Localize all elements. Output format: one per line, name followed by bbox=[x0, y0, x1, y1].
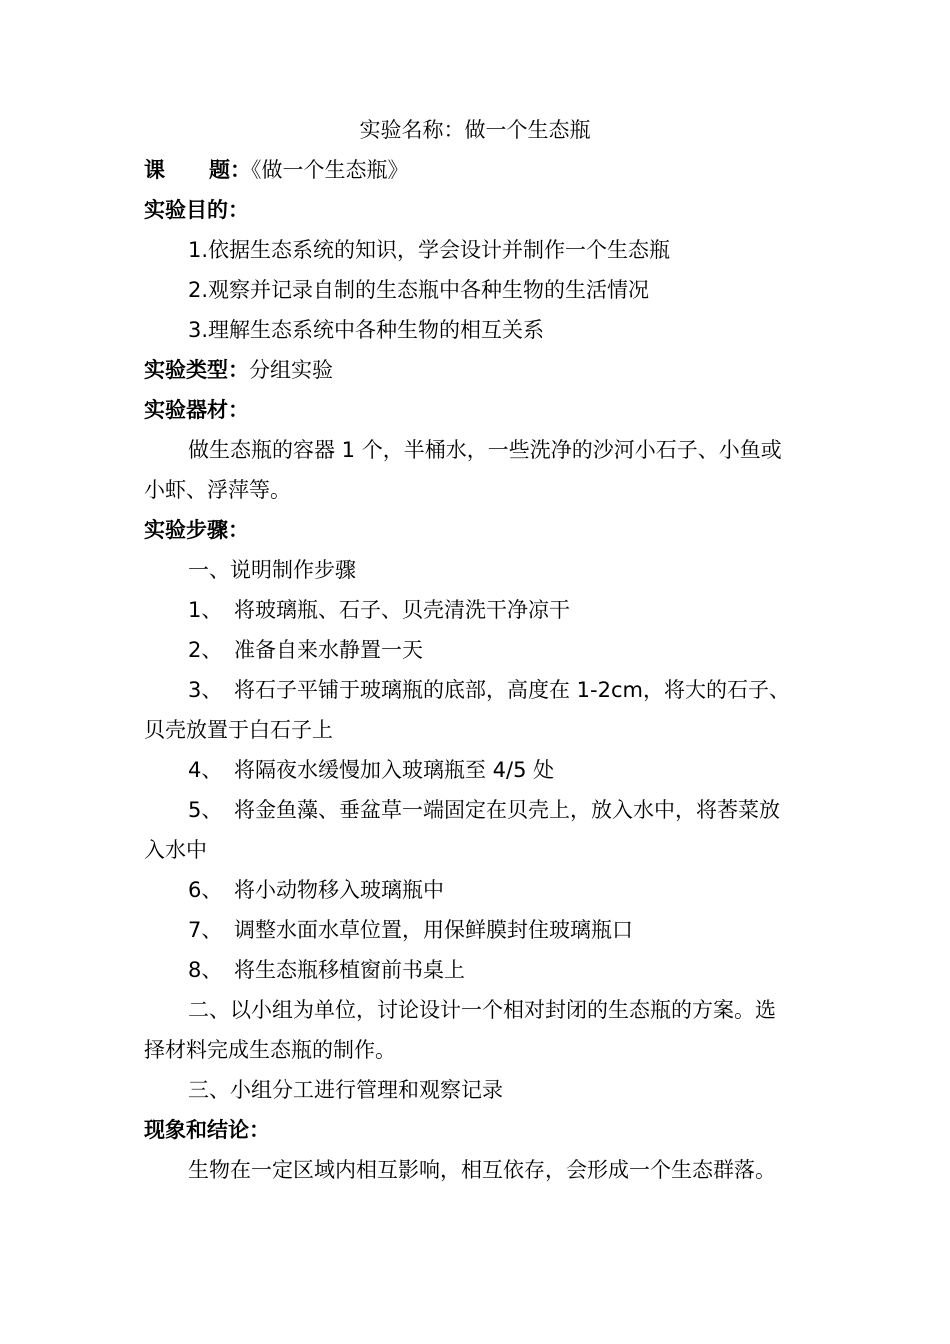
steps-section-1: 一、说明制作步骤 bbox=[188, 558, 356, 582]
step-number: 1、 bbox=[188, 598, 223, 622]
step-number: 3、 bbox=[188, 678, 223, 702]
type-label: 实验类型： bbox=[144, 358, 249, 382]
step-item bbox=[188, 630, 814, 670]
purpose-item-2: 2.观察并记录自制的生态瓶中各种生物的生活情况 bbox=[188, 278, 650, 302]
step-text: 将小动物移入玻璃瓶中 bbox=[234, 878, 444, 902]
step-number: 4、 bbox=[188, 758, 223, 782]
steps-section-2-line-2: 择材料完成生态瓶的制作。 bbox=[144, 1038, 396, 1062]
page-title: 实验名称：做一个生态瓶 bbox=[359, 118, 591, 142]
topic-row bbox=[144, 150, 814, 190]
type-value: 分组实验 bbox=[249, 358, 333, 382]
topic-value: 《做一个生态瓶》 bbox=[251, 158, 409, 182]
step-text: 准备自来水静置一天 bbox=[234, 638, 423, 662]
step-number: 2、 bbox=[188, 638, 223, 662]
steps-label: 实验步骤： bbox=[144, 518, 249, 542]
conclusion-label: 现象和结论： bbox=[144, 1118, 270, 1142]
step-number: 8、 bbox=[188, 958, 223, 982]
type-row bbox=[144, 350, 814, 390]
steps-section-3: 三、小组分工进行管理和观察记录 bbox=[188, 1078, 503, 1102]
purpose-item-1: 1.依据生态系统的知识，学会设计并制作一个生态瓶 bbox=[188, 238, 671, 262]
materials-line-1: 做生态瓶的容器 1 个，半桶水，一些洗净的沙河小石子、小鱼或 bbox=[188, 438, 782, 462]
step-item bbox=[188, 950, 814, 990]
step-item bbox=[188, 790, 814, 830]
step-text: 将金鱼藻、垂盆草一端固定在贝壳上，放入水中，将莕菜放 bbox=[234, 798, 780, 822]
step-text: 将石子平铺于玻璃瓶的底部，高度在 1-2cm，将大的石子、 bbox=[234, 678, 790, 702]
step-item bbox=[188, 670, 814, 710]
materials-label: 实验器材： bbox=[144, 398, 249, 422]
topic-label-b: 题： bbox=[209, 158, 251, 182]
step-number: 7、 bbox=[188, 918, 223, 942]
step-continuation: 入水中 bbox=[144, 838, 207, 862]
topic-label-a: 课 bbox=[144, 158, 165, 182]
step-text: 将生态瓶移植窗前书桌上 bbox=[234, 958, 465, 982]
step-text: 将隔夜水缓慢加入玻璃瓶至 4/5 处 bbox=[234, 758, 555, 782]
step-item bbox=[188, 910, 814, 950]
step-number: 5、 bbox=[188, 798, 223, 822]
step-number: 6、 bbox=[188, 878, 223, 902]
step-item bbox=[188, 750, 814, 790]
conclusion-text: 生物在一定区域内相互影响，相互依存，会形成一个生态群落。 bbox=[188, 1158, 776, 1182]
purpose-item-3: 3.理解生态系统中各种生物的相互关系 bbox=[188, 318, 545, 342]
purpose-label: 实验目的： bbox=[144, 198, 249, 222]
step-item bbox=[188, 870, 814, 910]
materials-line-2: 小虾、浮萍等。 bbox=[144, 478, 291, 502]
steps-section-2-line-1: 二、以小组为单位，讨论设计一个相对封闭的生态瓶的方案。选 bbox=[188, 998, 776, 1022]
step-continuation: 贝壳放置于白石子上 bbox=[144, 718, 333, 742]
step-text: 调整水面水草位置，用保鲜膜封住玻璃瓶口 bbox=[234, 918, 633, 942]
step-item bbox=[188, 590, 814, 630]
step-text: 将玻璃瓶、石子、贝壳清洗干净凉干 bbox=[234, 598, 570, 622]
